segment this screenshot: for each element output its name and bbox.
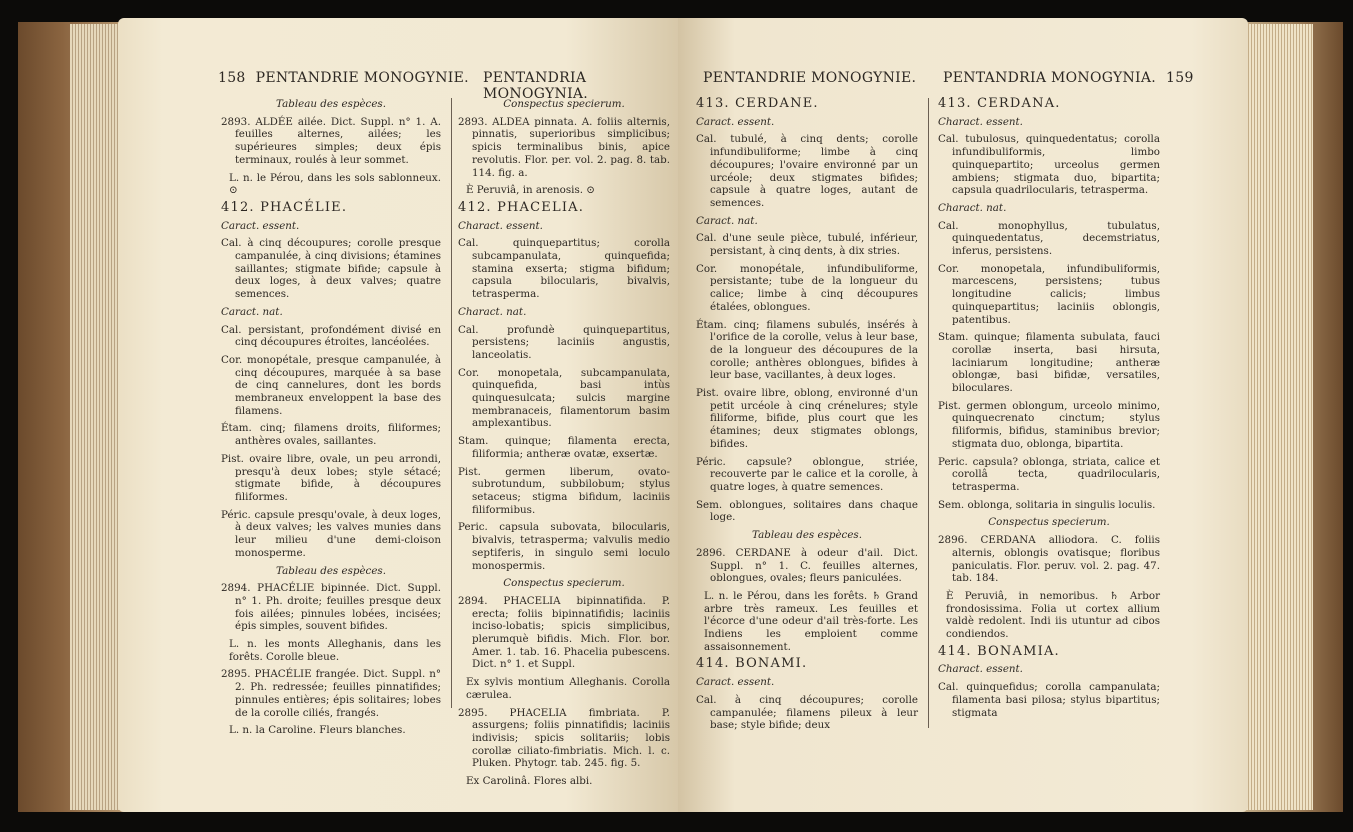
page-edges-right [1243, 24, 1313, 810]
genus-heading: 412. PHACÉLIE. [221, 199, 348, 215]
text-paragraph: 2896. CERDANA alliodora. C. foliis alternis, oblongis ovatisque; floribus paniculatis. Flor. peruv. vol. 2. pag. 47. tab. 184. [938, 534, 1160, 585]
text-paragraph: Étam. cinq; filamens subulés, insérés à l'orifice de la corolle, velus à leur base, de la longueur des découpures de la corolle; anthères oblongues, bifides à leur base, vacillantes, à deux loges. [696, 318, 918, 382]
text-paragraph: Sem. oblongues, solitaires dans chaque loge. [696, 498, 918, 524]
text-paragraph: Étam. cinq; filamens droits, filiformes; anthères ovales, saillantes. [221, 422, 441, 448]
text-paragraph: Peric. capsula? oblonga, striata, calice et corollâ tecta, quadrilocularis, tetrasperma. [938, 455, 1160, 493]
page-number: 159 [1166, 70, 1194, 86]
genus-heading: 414. BONAMIA. [938, 643, 1060, 659]
table-heading: Conspectus specierum. [503, 577, 625, 590]
text-paragraph: 2893. ALDÉE ailée. Dict. Suppl. n° 1. A. feuilles alternes, ailées; les supérieures simples; deux épis terminaux, roulés à leur sommet. [221, 115, 441, 166]
text-paragraph: Cor. monopétale, infundibuliforme, persistante; tube de la longueur du calice; limbe à cinq découpures étalées, oblongues. [696, 262, 918, 313]
text-paragraph: 2893. ALDEA pinnata. A. foliis alternis, pinnatis, superioribus simplicibus; spicis terminalibus binis, apice revolutis. Flor. per. vol. 2. pag. 8. tab. 114. fig. a. [458, 115, 670, 179]
text-paragraph: L. n. les monts Alleghanis, dans les forêts. Corolle bleue. [229, 638, 441, 663]
text-paragraph: È Peruviâ, in arenosis. ⊙ [466, 184, 595, 197]
right-page-column-latin [938, 98, 1160, 724]
section-label: Caract. essent. [696, 676, 775, 689]
table-heading: Tableau des espèces. [752, 529, 862, 542]
page-number: 158 [218, 70, 246, 86]
column-rule [928, 98, 929, 728]
section-label: Charact. nat. [938, 201, 1007, 214]
running-head: PENTANDRIE MONOGYNIE. [703, 70, 917, 86]
section-label: Caract. essent. [221, 219, 300, 232]
column-rule [451, 98, 452, 708]
left-page-header [218, 70, 469, 86]
right-page-header [943, 70, 1204, 86]
text-paragraph: L. n. la Caroline. Fleurs blanches. [229, 724, 406, 737]
section-label: Caract. nat. [221, 305, 283, 318]
section-label: Charact. essent. [458, 219, 543, 232]
left-page [118, 18, 678, 812]
text-paragraph: Sem. oblonga, solitaria in singulis loculis. [938, 498, 1156, 511]
text-paragraph: Pist. germen liberum, ovato-subrotundum, subbilobum; stylus setaceus; stigma bifidum, laciniis filiformibus. [458, 465, 670, 516]
text-paragraph: 2895. PHACELIA fimbriata. P. assurgens; foliis pinnatifidis; laciniis indivisis; spicis solitariis; lobis corollæ ciliato-fimbriatis. Mich. l. c. Pluken. Phytogr. tab. 245. fig. 5. [458, 706, 670, 770]
genus-heading: 414. BONAMI. [696, 656, 808, 672]
genus-heading: 413. CERDANA. [938, 96, 1061, 111]
text-paragraph: Pist. ovaire libre, ovale, un peu arrondi, presqu'à deux lobes; style sétacé; stigmate bifide, à découpures filiformes. [221, 452, 441, 503]
text-paragraph: Péric. capsule presqu'ovale, à deux loges, à deux valves; les valves munies dans leur milieu d'une demi-cloison monosperme. [221, 508, 441, 559]
text-paragraph: 2894. PHACELIA bipinnatifida. P. erecta; foliis bipinnatifidis; laciniis inciso-lobatis; spicis simplicibus, plerumquè bifidis. Mich. Flor. bor. Amer. 1. tab. 16. Phacelia pubescens. Dict. n° 1. et Suppl. [458, 594, 670, 671]
text-paragraph: Pist. germen oblongum, urceolo minimo, quinquecrenato cinctum; stylus filiformis, bifidus, staminibus brevior; stigmata duo, oblonga, bipartita. [938, 399, 1160, 450]
text-paragraph: Cor. monopetala, subcampanulata, quinquefida, basi intùs quinquesulcata; sulcis margine membranaceis, filamentorum basim amplexantibus. [458, 366, 670, 430]
text-paragraph: È Peruviâ, in nemoribus. ♄ Arbor frondosissima. Folia ut cortex allium valdè redolent. Indi iis utuntur ad cibos condiendos. [946, 589, 1160, 641]
running-head-latin: PENTANDRIA MONOGYNIA. [943, 70, 1157, 86]
text-paragraph: Pist. ovaire libre, oblong, environné d'un petit urcéole à cinq crénelures; style filiforme, bifide, plus court que les étamines; deux stigmates oblongs, bifides. [696, 387, 918, 450]
section-label: Charact. essent. [938, 115, 1023, 128]
section-label: Caract. nat. [696, 214, 758, 227]
running-head-latin: PENTANDRIA MONOGYNIA. [483, 70, 589, 102]
text-paragraph: Cal. tubulosus, quinquedentatus; corolla infundibuliformis, limbo quinquepartito; urceolus germen ambiens; stigmata duo, bipartita; capsula quadrilocularis, tetrasperma. [938, 133, 1160, 197]
text-paragraph: Cal. quinquepartitus; corolla subcampanulata, quinquefida; stamina exserta; stigma bifidum; capsula bilocularis, bivalvis, tetrasperma. [458, 237, 670, 301]
table-heading: Conspectus specierum. [503, 98, 625, 110]
text-paragraph: L. n. le Pérou, dans les forêts. ♄ Grand arbre très rameux. Les feuilles et l'écorce d'une odeur d'ail très-forte. Les Indiens les emploient comme assaisonnement. [704, 589, 918, 653]
genus-heading: 413. CERDANE. [696, 96, 819, 111]
section-label: Charact. essent. [938, 663, 1023, 676]
text-paragraph: Stam. quinque; filamenta erecta, filiformia; antheræ ovatæ, exsertæ. [458, 435, 670, 460]
running-head: PENTANDRIE MONOGYNIE. [255, 70, 469, 86]
left-page-column-french [221, 98, 441, 742]
left-page-column-latin [458, 98, 670, 793]
section-label: Caract. essent. [696, 115, 775, 128]
text-paragraph: Cal. persistant, profondément divisé en cinq découpures étroites, lancéolées. [221, 323, 441, 349]
table-heading: Tableau des espèces. [276, 98, 386, 110]
text-paragraph: Stam. quinque; filamenta subulata, fauci corollæ inserta, basi hirsuta, laciniarum longitudine; antheræ oblongæ, basi bifidæ, versatiles, biloculares. [938, 331, 1160, 395]
text-paragraph: Ex Carolinâ. Flores albi. [466, 775, 593, 788]
text-paragraph: L. n. le Pérou, dans les sols sablonneux. ⊙ [229, 171, 441, 197]
table-heading: Conspectus specierum. [988, 516, 1110, 529]
text-paragraph: Peric. capsula subovata, bilocularis, bivalvis, tetrasperma; valvulis medio septiferis, in singulo semi loculo monospermis. [458, 521, 670, 572]
text-paragraph: Cal. d'une seule pièce, tubulé, inférieur, persistant, à cinq dents, à dix stries. [696, 232, 918, 258]
text-paragraph: Cor. monopetala, infundibuliformis, marcescens, persistens; tubus longitudine calicis; limbus quinquepartitus; laciniis oblongis, patentibus. [938, 262, 1160, 326]
text-paragraph: Ex sylvis montium Alleghanis. Corolla cærulea. [466, 676, 670, 701]
text-paragraph: Cal. monophyllus, tubulatus, quinquedentatus, decemstriatus, inferus, persistens. [938, 219, 1160, 258]
text-paragraph: Cal. quinquefidus; corolla campanulata; filamenta basi pilosa; stylus bipartitus; stigmata [938, 681, 1160, 719]
text-paragraph: Cor. monopétale, presque campanulée, à cinq découpures, marquée à sa base de cinq cannelures, dont les bords membraneux enveloppent la base des filamens. [221, 353, 441, 417]
right-page [678, 18, 1248, 812]
text-paragraph: Cal. profundè quinquepartitus, persistens; laciniis angustis, lanceolatis. [458, 323, 670, 361]
text-paragraph: Cal. tubulé, à cinq dents; corolle infundibuliforme; limbe à cinq découpures; l'ovaire environné par un urcéole; deux stigmates bifides; capsule à quatre loges, autant de semences. [696, 133, 918, 209]
section-label: Charact. nat. [458, 305, 527, 318]
text-paragraph: 2894. PHACÉLIE bipinnée. Dict. Suppl. n° 1. Ph. droite; feuilles presque deux fois ailées; pinnules lobées, incisées; épis simples, souvent bifides. [221, 582, 441, 633]
text-paragraph: 2895. PHACÉLIE frangée. Dict. Suppl. n° 2. Ph. redressée; feuilles pinnatifides; pinnules entières; épis solitaires; lobes de la corolle ciliés, frangés. [221, 668, 441, 719]
text-paragraph: Péric. capsule? oblongue, striée, recouverte par le calice et la corolle, à quatre loges, à quatre semences. [696, 455, 918, 493]
text-paragraph: Cal. à cinq découpures; corolle campanulée; filamens pileux à leur base; style bifide; deux [696, 693, 918, 732]
text-paragraph: Cal. à cinq découpures; corolle presque campanulée, à cinq divisions; étamines saillantes; stigmate bifide; capsule à deux loges, à deux valves; quatre semences. [221, 237, 441, 301]
text-paragraph: 2896. CERDANE à odeur d'ail. Dict. Suppl. n° 1. C. feuilles alternes, oblongues, ovales; fleurs paniculées. [696, 546, 918, 585]
right-page-column-french [696, 98, 918, 737]
genus-heading: 412. PHACELIA. [458, 199, 585, 215]
table-heading: Tableau des espèces. [276, 564, 386, 577]
